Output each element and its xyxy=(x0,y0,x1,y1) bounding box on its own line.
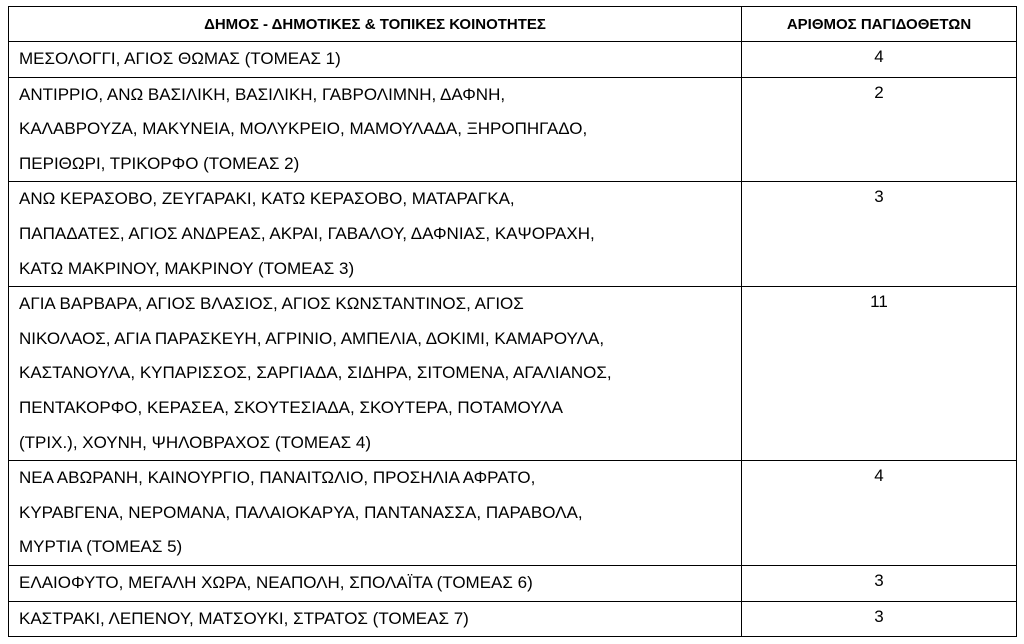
sector-localities-cell xyxy=(9,287,742,461)
table-row xyxy=(9,182,1017,287)
locality-line: ΝΕΑ ΑΒΩΡΑΝΗ, ΚΑΙΝΟΥΡΓΙΟ, ΠΑΝΑΙΤΩΛΙΟ, ΠΡΟΣΗΛΙΑ ΑΦΡΑΤΟ, xyxy=(19,468,536,488)
trap-placers-table xyxy=(8,6,1017,637)
trap-count-cell: 4 xyxy=(742,42,1017,78)
locality-line: ΑΝΩ ΚΕΡΑΣΟΒΟ, ΖΕΥΓΑΡΑΚΙ, ΚΑΤΩ ΚΕΡΑΣΟΒΟ, ΜΑΤΑΡΑΓΚΑ, xyxy=(19,189,515,209)
locality-line: ΚΑΤΩ ΜΑΚΡΙΝΟΥ, ΜΑΚΡΙΝΟΥ (ΤΟΜΕΑΣ 3) xyxy=(19,258,355,278)
sector-localities-cell xyxy=(9,42,742,78)
sector-localities-cell xyxy=(9,182,742,287)
table-row xyxy=(9,565,1017,601)
locality-line: ΚΑΣΤΡΑΚΙ, ΛΕΠΕΝΟΥ, ΜΑΤΣΟΥΚΙ, ΣΤΡΑΤΟΣ (ΤΟΜΕΑΣ 7) xyxy=(19,608,469,628)
trap-count-cell: 3 xyxy=(742,565,1017,601)
trap-count-cell: 11 xyxy=(742,287,1017,461)
table-row xyxy=(9,461,1017,566)
locality-line: ΚΑΛΑΒΡΟΥΖΑ, ΜΑΚΥΝΕΙΑ, ΜΟΛΥΚΡΕΙΟ, ΜΑΜΟΥΛΑΔΑ, ΞΗΡΟΠΗΓΑΔΟ, xyxy=(19,119,588,139)
sector-localities-cell xyxy=(9,601,742,637)
locality-line: ΝΙΚΟΛΑΟΣ, ΑΓΙΑ ΠΑΡΑΣΚΕΥΗ, ΑΓΡΙΝΙΟ, ΑΜΠΕΛΙΑ, ΔΟΚΙΜΙ, ΚΑΜΑΡΟΥΛΑ, xyxy=(19,328,605,348)
table-row xyxy=(9,42,1017,78)
sector-localities-cell xyxy=(9,461,742,566)
table-row xyxy=(9,287,1017,461)
locality-line: ΠΑΠΑΔΑΤΕΣ, ΑΓΙΟΣ ΑΝΔΡΕΑΣ, ΑΚΡΑΙ, ΓΑΒΑΛΟΥ, ΔΑΦΝΙΑΣ, ΚΑΨΟΡΑΧΗ, xyxy=(19,223,595,243)
sector-localities-cell xyxy=(9,77,742,182)
locality-line: ΑΓΙΑ ΒΑΡΒΑΡΑ, ΑΓΙΟΣ ΒΛΑΣΙΟΣ, ΑΓΙΟΣ ΚΩΝΣΤΑΝΤΙΝΟΣ, ΑΓΙΟΣ xyxy=(19,294,524,314)
locality-line: ΑΝΤΙΡΡΙΟ, ΑΝΩ ΒΑΣΙΛΙΚΗ, ΒΑΣΙΛΙΚΗ, ΓΑΒΡΟΛΙΜΝΗ, ΔΑΦΝΗ, xyxy=(19,84,506,104)
table-row xyxy=(9,77,1017,182)
trap-count-cell: 3 xyxy=(742,601,1017,637)
header-row xyxy=(9,7,1017,42)
locality-line: ΚΑΣΤΑΝΟΥΛΑ, ΚΥΠΑΡΙΣΣΟΣ, ΣΑΡΓΙΑΔΑ, ΣΙΔΗΡΑ, ΣΙΤΟΜΕΝΑ, ΑΓΑΛΙΑΝΟΣ, xyxy=(19,363,612,383)
trap-count-cell: 4 xyxy=(742,461,1017,566)
table-row xyxy=(9,601,1017,637)
sector-localities-cell xyxy=(9,565,742,601)
locality-line: ΜΕΣΟΛΟΓΓΙ, ΑΓΙΟΣ ΘΩΜΑΣ (ΤΟΜΕΑΣ 1) xyxy=(19,49,341,68)
locality-line: ΠΕΝΤΑΚΟΡΦΟ, ΚΕΡΑΣΕΑ, ΣΚΟΥΤΕΣΙΑΔΑ, ΣΚΟΥΤΕΡΑ, ΠΟΤΑΜΟΥΛΑ xyxy=(19,397,563,417)
locality-line: ΕΛΑΙΟΦΥΤΟ, ΜΕΓΑΛΗ ΧΩΡΑ, ΝΕΑΠΟΛΗ, ΣΠΟΛΑΪΤΑ (ΤΟΜΕΑΣ 6) xyxy=(19,572,533,592)
locality-line: ΚΥΡΑΒΓΕΝΑ, ΝΕΡΟΜΑΝΑ, ΠΑΛΑΙΟΚΑΡΥΑ, ΠΑΝΤΑΝΑΣΣΑ, ΠΑΡΑΒΟΛΑ, xyxy=(19,502,583,522)
trap-count-cell: 3 xyxy=(742,182,1017,287)
locality-line: (ΤΡΙΧ.), ΧΟΥΝΗ, ΨΗΛΟΒΡΑΧΟΣ (ΤΟΜΕΑΣ 4) xyxy=(19,432,372,452)
locality-line: ΠΕΡΙΘΩΡΙ, ΤΡΙΚΟΡΦΟ (ΤΟΜΕΑΣ 2) xyxy=(19,153,300,173)
locality-line: ΜΥΡΤΙΑ (ΤΟΜΕΑΣ 5) xyxy=(19,537,183,557)
header-municipality: ΔΗΜΟΣ - ΔΗΜΟΤΙΚΕΣ & ΤΟΠΙΚΕΣ ΚΟΙΝΟΤΗΤΕΣ xyxy=(9,7,742,42)
header-trap-count: ΑΡΙΘΜΟΣ ΠΑΓΙΔΟΘΕΤΩΝ xyxy=(742,7,1017,42)
trap-count-cell: 2 xyxy=(742,77,1017,182)
